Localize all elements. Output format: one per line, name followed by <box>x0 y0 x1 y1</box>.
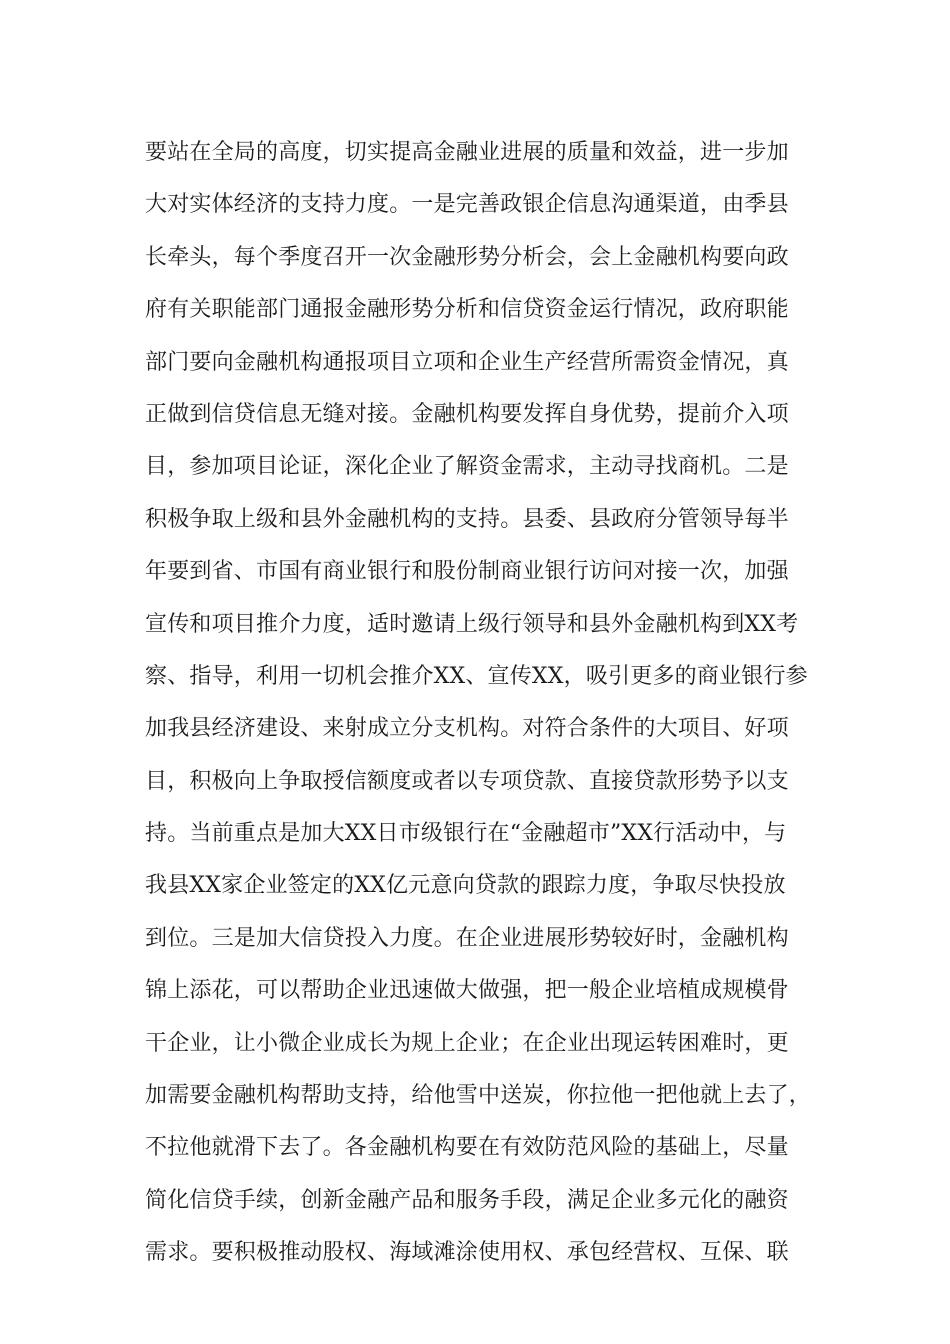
body-paragraph <box>145 133 825 1286</box>
text-line: 到位。三是加大信贷投入力度。在企业进展形势较好时，金融机构 <box>145 925 789 951</box>
text-line: 目，参加项目论证，深化企业了解资金需求，主动寻找商机。二是 <box>145 454 789 480</box>
text-line: 府有关职能部门通报金融形势分析和信贷资金运行情况，政府职能 <box>145 297 789 323</box>
text-line: 察、指导，利用一切机会推介XX、宣传XX，吸引更多的商业银行参 <box>145 663 808 689</box>
text-line: 正做到信贷信息无缝对接。金融机构要发挥自身优势，提前介入项 <box>145 401 789 427</box>
text-line: 加我县经济建设、来射成立分支机构。对符合条件的大项目、好项 <box>145 716 789 742</box>
text-line: 需求。要积极推动股权、海域滩涂使用权、承包经营权、互保、联 <box>145 1240 789 1266</box>
text-line: 部门要向金融机构通报项目立项和企业生产经营所需资金情况，真 <box>145 349 789 375</box>
text-line: 简化信贷手续，创新金融产品和服务手段，满足企业多元化的融资 <box>145 1187 789 1213</box>
text-line: 我县XX家企业签定的XX亿元意向贷款的跟踪力度，争取尽快投放 <box>145 873 786 899</box>
text-line: 宣传和项目推介力度，适时邀请上级行领导和县外金融机构到XX考 <box>145 611 799 637</box>
text-line: 积极争取上级和县外金融机构的支持。县委、县政府分管领导每半 <box>145 506 789 532</box>
text-line: 要站在全局的高度，切实提高金融业进展的质量和效益，进一步加 <box>145 140 789 165</box>
text-line: 干企业，让小微企业成长为规上企业；在企业出现运转困难时，更 <box>145 1030 789 1056</box>
text-line: 长牵头，每个季度召开一次金融形势分析会，会上金融机构要向政 <box>145 244 789 270</box>
text-line: 持。当前重点是加大XX日市级银行在“金融超市”XX行活动中，与 <box>145 821 787 847</box>
text-line: 锦上添花，可以帮助企业迅速做大做强，把一般企业培植成规模骨 <box>145 978 789 1004</box>
text-line: 目，积极向上争取授信额度或者以专项贷款、直接贷款形势予以支 <box>145 768 789 794</box>
text-line: 大对实体经济的支持力度。一是完善政银企信息沟通渠道，由季县 <box>145 192 789 218</box>
text-line: 加需要金融机构帮助支持，给他雪中送炭，你拉他一把他就上去了， <box>145 1083 812 1109</box>
text-line: 不拉他就滑下去了。各金融机构要在有效防范风险的基础上，尽量 <box>145 1135 789 1161</box>
text-line: 年要到省、市国有商业银行和股份制商业银行访问对接一次，加强 <box>145 559 789 585</box>
